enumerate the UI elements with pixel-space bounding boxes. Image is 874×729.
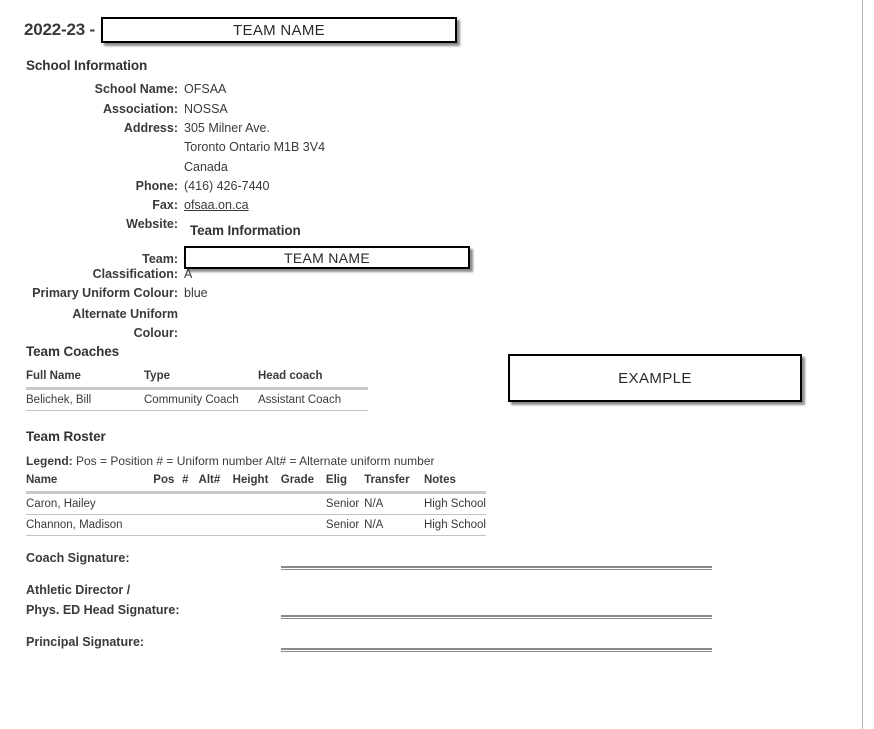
- player-alt-number: [199, 515, 233, 536]
- player-transfer: N/A: [364, 515, 424, 536]
- school-information-heading: School Information: [26, 58, 148, 73]
- field-value-classification: A: [184, 267, 193, 281]
- coach-type: Community Coach: [144, 389, 258, 411]
- field-phone: [24, 179, 269, 198]
- field-address: [24, 121, 270, 140]
- field-label-phone: Phone:: [135, 179, 178, 193]
- player-elig: Senior: [326, 493, 364, 515]
- field-address-line3: [24, 160, 228, 179]
- field-label-primary-uniform-colour: Primary Uniform Colour:: [32, 286, 178, 300]
- coach-signature-label: Coach Signature:: [26, 551, 130, 565]
- field-association: [24, 102, 228, 121]
- table-row: [26, 389, 368, 411]
- table-row: [26, 515, 486, 536]
- field-fax: [24, 198, 249, 217]
- coach-full-name: Belichek, Bill: [26, 389, 144, 411]
- field-value-address-line1: 305 Milner Ave.: [184, 121, 270, 135]
- team-name-input-text: TEAM NAME: [284, 249, 370, 266]
- field-website: [24, 217, 184, 236]
- field-label-fax: Fax:: [152, 198, 178, 212]
- team-roster-table: [26, 474, 486, 536]
- column-header-transfer: Transfer: [364, 474, 424, 493]
- field-label-association: Association:: [102, 102, 178, 116]
- team-name-input-box: [184, 246, 470, 269]
- principal-signature-line[interactable]: [281, 648, 712, 652]
- athletic-director-signature-label-line1: Athletic Director /: [26, 583, 131, 597]
- field-school-name: [24, 82, 226, 101]
- field-primary-uniform-colour: [24, 286, 208, 305]
- athletic-director-signature-line[interactable]: [281, 615, 712, 619]
- roster-legend-text: Pos = Position # = Uniform number Alt# = Alternate uniform number: [72, 454, 435, 468]
- field-address-line2: [24, 140, 325, 159]
- column-header-head-coach: Head coach: [258, 370, 368, 389]
- column-header-name: Name: [26, 474, 153, 493]
- player-alt-number: [199, 493, 233, 515]
- field-value-address-country: Canada: [184, 160, 228, 174]
- player-number: [182, 493, 198, 515]
- field-label-school-name: School Name:: [94, 82, 178, 96]
- field-label-address: Address:: [123, 121, 178, 135]
- player-name: Channon, Madison: [26, 515, 153, 536]
- field-alternate-uniform-colour-line2: [24, 324, 184, 343]
- field-value-school-name: OFSAA: [184, 82, 227, 96]
- field-team: [24, 246, 470, 267]
- website-link[interactable]: ofsaa.on.ca: [184, 198, 249, 212]
- field-value-address-line2: Toronto Ontario M1B 3V4: [184, 140, 326, 154]
- player-notes: High School: [424, 493, 486, 515]
- player-height: [233, 493, 281, 515]
- field-value-association: NOSSA: [184, 102, 228, 116]
- table-row: [26, 493, 486, 515]
- column-header-alt-number: Alt#: [199, 474, 233, 493]
- field-value-primary-uniform-colour: blue: [184, 286, 208, 300]
- page-divider: [862, 0, 863, 729]
- page-title: [24, 17, 457, 43]
- coach-signature-line[interactable]: [281, 566, 712, 570]
- column-header-height: Height: [233, 474, 281, 493]
- team-name-header-box: [101, 17, 457, 43]
- example-stamp: [508, 354, 802, 402]
- column-header-grade: Grade: [281, 474, 326, 493]
- field-value-phone: (416) 426-7440: [184, 179, 270, 193]
- player-height: [233, 515, 281, 536]
- player-elig: Senior: [326, 515, 364, 536]
- player-name: Caron, Hailey: [26, 493, 153, 515]
- player-grade: [281, 493, 326, 515]
- player-transfer: N/A: [364, 493, 424, 515]
- example-stamp-label: EXAMPLE: [618, 369, 692, 387]
- field-label-classification: Classification:: [92, 267, 178, 281]
- table-header-row: [26, 474, 486, 493]
- player-notes: High School: [424, 515, 486, 536]
- roster-legend: [26, 454, 435, 468]
- field-alternate-uniform-colour-line1: [24, 305, 184, 324]
- player-number: [182, 515, 198, 536]
- column-header-notes: Notes: [424, 474, 486, 493]
- coach-head-coach: Assistant Coach: [258, 389, 368, 411]
- player-pos: [153, 515, 182, 536]
- column-header-type: Type: [144, 370, 258, 389]
- team-information-heading: Team Information: [190, 223, 301, 238]
- season-label: 2022-23 -: [24, 20, 95, 39]
- team-coaches-heading: Team Coaches: [26, 344, 120, 359]
- player-pos: [153, 493, 182, 515]
- column-header-elig: Elig: [326, 474, 364, 493]
- team-coaches-table: [26, 370, 368, 411]
- field-label-team: Team:: [142, 251, 178, 266]
- field-label-alternate-uniform-line2: Colour:: [133, 326, 178, 340]
- team-name-header-text: TEAM NAME: [233, 21, 325, 39]
- table-header-row: [26, 370, 368, 389]
- principal-signature-label: Principal Signature:: [26, 635, 145, 649]
- column-header-full-name: Full Name: [26, 370, 144, 389]
- roster-legend-prefix: Legend:: [26, 454, 73, 468]
- athletic-director-signature-label-line2: Phys. ED Head Signature:: [26, 603, 180, 617]
- column-header-pos: Pos: [153, 474, 182, 493]
- field-label-website: Website:: [126, 217, 178, 231]
- field-classification: [24, 267, 192, 286]
- column-header-number: #: [182, 474, 198, 493]
- team-roster-heading: Team Roster: [26, 429, 106, 444]
- field-label-alternate-uniform-line1: Alternate Uniform: [72, 307, 178, 321]
- player-grade: [281, 515, 326, 536]
